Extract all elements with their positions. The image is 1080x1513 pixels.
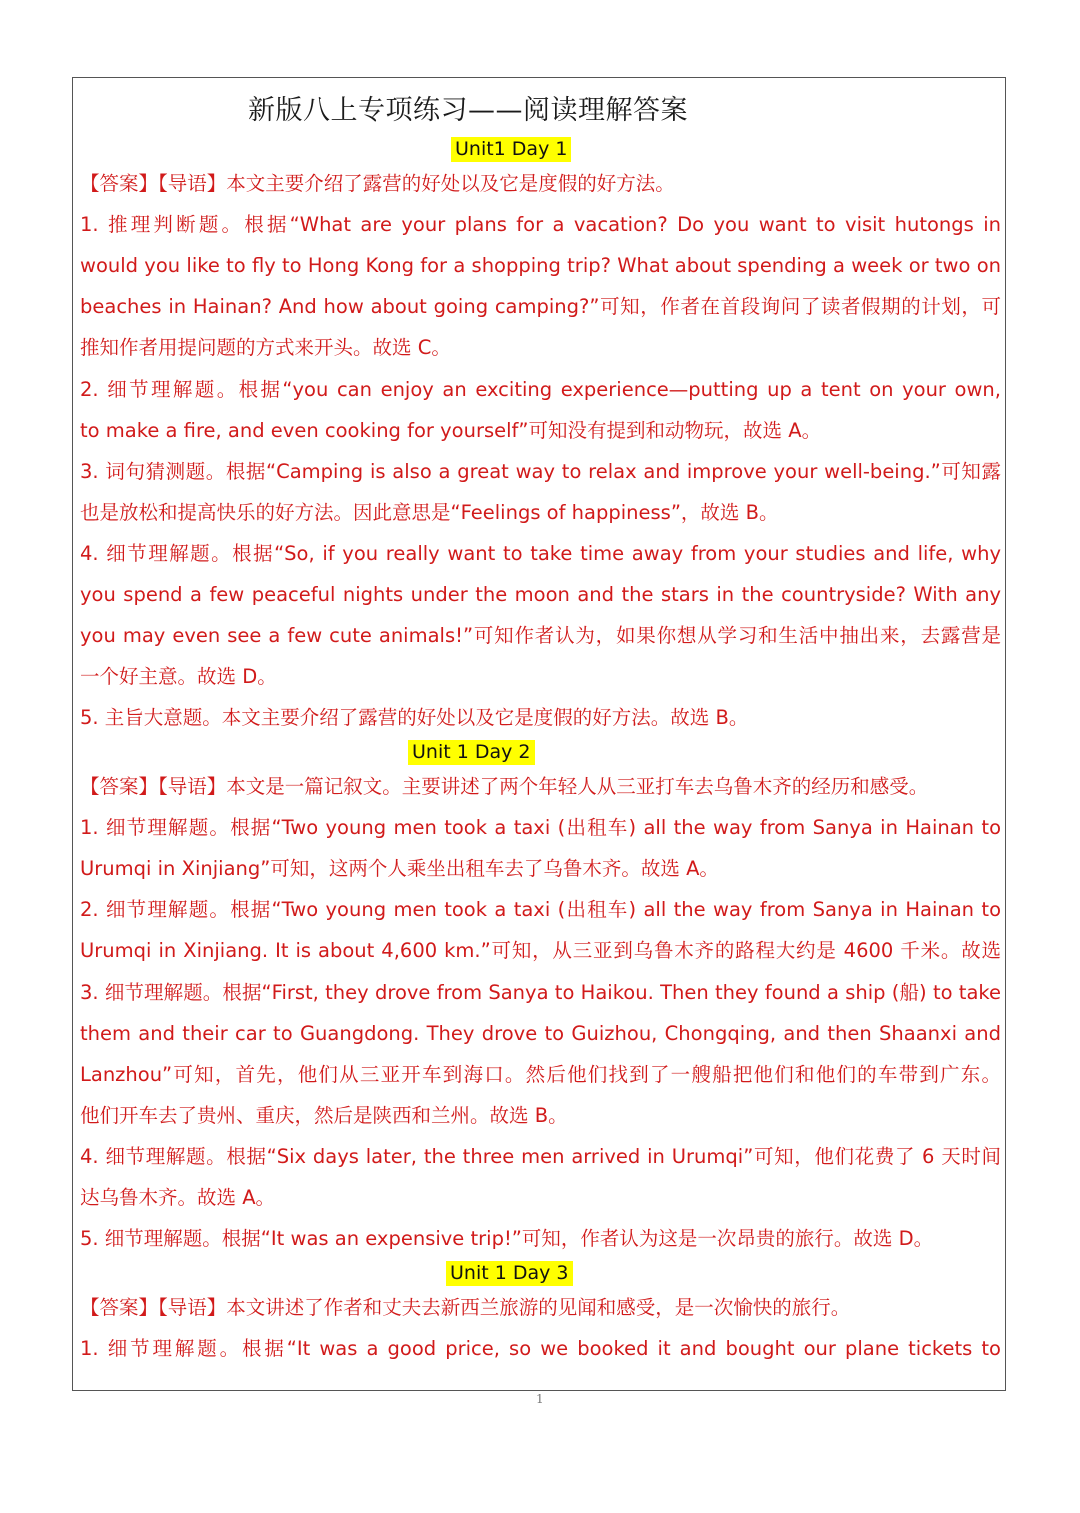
answer-line: you may even see a few cute animals!”可知作者认为，如果你想从学习和生活中抽出来，去露营是 — [80, 624, 1001, 647]
answer-line: 1. 细节理解题。根据“Two young men took a taxi (出租车) all the way from Sanya in Hainan to — [80, 816, 1001, 839]
answer-line: 【答案】【导语】本文讲述了作者和丈夫去新西兰旅游的见闻和感受，是一次愉快的旅行。 — [80, 1296, 851, 1319]
answer-line: 【答案】【导语】本文是一篇记叙文。主要讲述了两个年轻人从三亚打车去乌鲁木齐的经历和感受。 — [80, 775, 929, 798]
answer-line: 达乌鲁木齐。故选 A。 — [80, 1186, 276, 1209]
answer-line: you spend a few peaceful nights under the moon and the stars in the countryside? With any — [80, 583, 1001, 606]
answer-line: 2. 细节理解题。根据“Two young men took a taxi (出租车) all the way from Sanya in Hainan to — [80, 898, 1001, 921]
section-heading-unit1-day3: Unit 1 Day 3 — [446, 1261, 573, 1286]
answer-line: 1. 推理判断题。根据“What are your plans for a vacation? Do you want to visit hutongs in — [80, 213, 1001, 236]
answer-line: them and their car to Guangdong. They drove to Guizhou, Chongqing, and then Shaanxi and — [80, 1022, 1001, 1045]
answer-line: 一个好主意。故选 D。 — [80, 665, 277, 688]
answer-line: 4. 细节理解题。根据“So, if you really want to take time away from your studies and life, why — [80, 542, 1001, 565]
page-title: 新版八上专项练习——阅读理解答案 — [248, 95, 688, 126]
answer-line: to make a fire, and even cooking for yourself”可知没有提到和动物玩，故选 A。 — [80, 419, 822, 442]
answer-line: beaches in Hainan? And how about going camping?”可知，作者在首段询问了读者假期的计划，可 — [80, 295, 1001, 318]
answer-line: 也是放松和提高快乐的好方法。因此意思是“Feelings of happiness”，故选 B。 — [80, 501, 779, 524]
answer-line: Urumqi in Xinjiang. It is about 4,600 km.”可知，从三亚到乌鲁木齐的路程大约是 4600 千米。故选 — [80, 939, 1001, 962]
section-heading-unit1-day2: Unit 1 Day 2 — [408, 740, 535, 765]
answer-line: 【答案】【导语】本文主要介绍了露营的好处以及它是度假的好方法。 — [80, 172, 675, 195]
answer-line: 推知作者用提问题的方式来开头。故选 C。 — [80, 336, 451, 359]
answer-line: 3. 词句猜测题。根据“Camping is also a great way to relax and improve your well-being.”可知露 — [80, 460, 1001, 483]
answer-line: 1. 细节理解题。根据“It was a good price, so we booked it and bought our plane tickets to — [80, 1337, 1001, 1360]
answer-line: 他们开车去了贵州、重庆，然后是陕西和兰州。故选 B。 — [80, 1104, 568, 1127]
answer-line: 3. 细节理解题。根据“First, they drove from Sanya to Haikou. Then they found a ship (船) to take — [80, 981, 1001, 1004]
answer-line: 4. 细节理解题。根据“Six days later, the three men arrived in Urumqi”可知，他们花费了 6 天时间 — [80, 1145, 1001, 1168]
answer-line: Urumqi in Xinjiang”可知，这两个人乘坐出租车去了乌鲁木齐。故选 A。 — [80, 857, 719, 880]
answer-line: 5. 主旨大意题。本文主要介绍了露营的好处以及它是度假的好方法。故选 B。 — [80, 706, 749, 729]
answer-line: would you like to fly to Hong Kong for a shopping trip? What about spending a week or two on — [80, 254, 1001, 277]
page-number: 1 — [536, 1392, 544, 1406]
section-heading-unit1-day1: Unit1 Day 1 — [451, 137, 571, 162]
answer-line: 5. 细节理解题。根据“It was an expensive trip!”可知，作者认为这是一次昂贵的旅行。故选 D。 — [80, 1227, 934, 1250]
answer-line: Lanzhou”可知，首先，他们从三亚开车到海口。然后他们找到了一艘船把他们和他们的车带到广东。 — [80, 1063, 1001, 1086]
answer-line: 2. 细节理解题。根据“you can enjoy an exciting experience—putting up a tent on your own, — [80, 378, 1001, 401]
